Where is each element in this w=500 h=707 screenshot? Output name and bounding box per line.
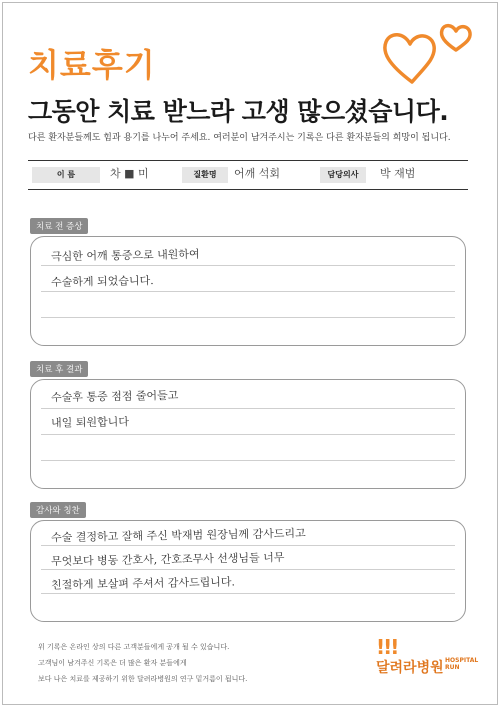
disease-value: 어깨 석회 (234, 167, 281, 180)
section-label-thanks: 감사와 칭찬 (30, 502, 86, 518)
page-title: 치료후기 (28, 46, 156, 84)
doctor-value: 박 재범 (380, 167, 416, 180)
doctor-label: 담당의사 (320, 167, 366, 183)
hospital-logo-english: HOSPITAL RUN (445, 657, 479, 671)
handwritten-line: 무엇보다 병동 간호사, 간호조무사 선생님들 너무 (50, 550, 285, 569)
footer-note: 위 기록은 온라인 상의 다른 고객분들에게 공개 될 수 있습니다. (38, 643, 230, 651)
handwritten-line: 수술 결정하고 잘해 주신 박재범 원장님께 감사드리고 (50, 526, 306, 545)
handwritten-line: 수술하게 되었습니다. (50, 274, 154, 289)
logo-mark: !!! (376, 635, 398, 659)
disease-label: 질환명 (182, 167, 228, 183)
section-box-thanks (30, 520, 466, 622)
section-label-before: 치료 전 증상 (30, 218, 88, 234)
section-label-after: 치료 후 결과 (30, 361, 88, 377)
footer-note: 고객님이 남겨주신 기록은 더 많은 환자 분들에게 (38, 659, 187, 667)
headline: 그동안 치료 받느라 고생 많으셨습니다. (28, 97, 449, 126)
handwritten-line: 내일 퇴원합니다 (50, 415, 130, 430)
handwritten-line: 극심한 어깨 통증으로 내원하여 (50, 247, 200, 264)
hearts-icon (378, 20, 478, 90)
subline: 다른 환자분들께도 힘과 용기를 나누어 주세요. 여러분이 남겨주시는 기록은 다른 환자분들의 희망이 됩니다. (28, 133, 451, 143)
handwritten-line: 친절하게 보살펴 주셔서 감사드립니다. (50, 575, 236, 592)
section-box-after (30, 379, 466, 489)
handwritten-line: 수술후 통증 점점 줄어들고 (50, 388, 179, 405)
name-label: 이 름 (32, 167, 100, 183)
hospital-logo-text: 달려라병원 (376, 660, 444, 676)
patient-info-bar (28, 160, 468, 190)
name-value: 차 ■ 미 (110, 167, 149, 180)
section-box-before (30, 236, 466, 346)
footer-note: 보다 나은 치료를 제공하기 위한 달려라병원의 연구 밑거름이 됩니다. (38, 675, 248, 683)
